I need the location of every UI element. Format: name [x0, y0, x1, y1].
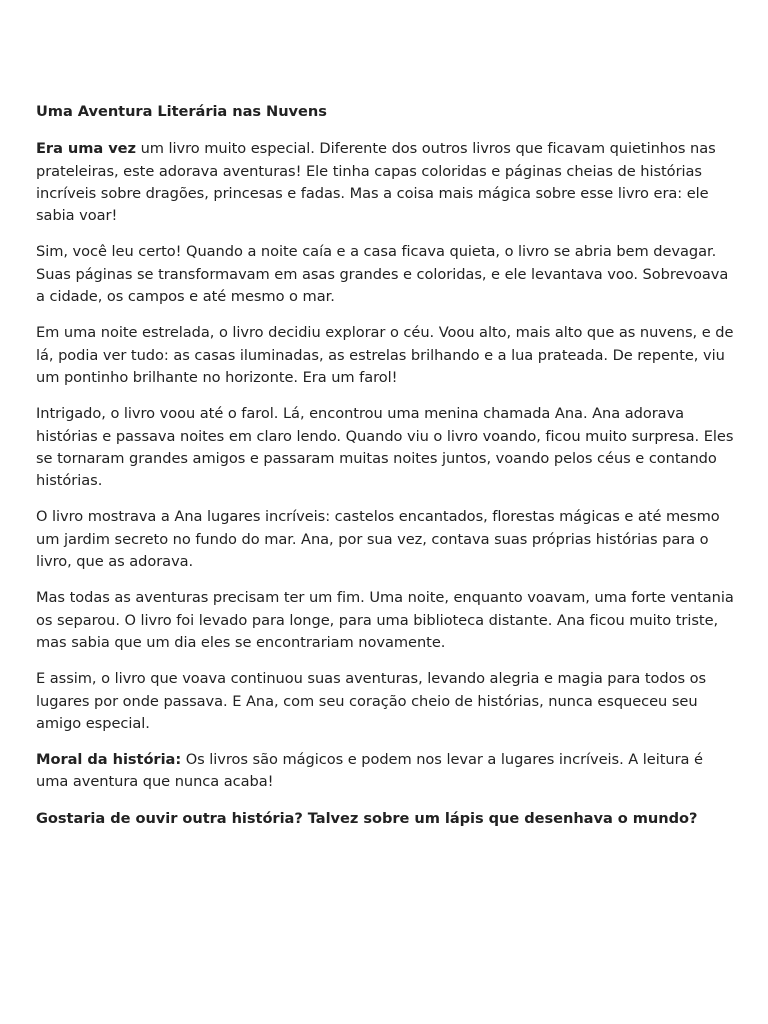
paragraph-ending: E assim, o livro que voava continuou suas aventuras, levando alegria e magia para todos os lugares por onde passava. E Ana, com seu coração cheio de histórias, nunca esqueceu seu amigo especial.	[36, 670, 707, 732]
paragraph-places: O livro mostrava a Ana lugares incríveis: castelos encantados, florestas mágicas e até mesmo um jardim secreto no fundo do mar. Ana, por sua vez, contava suas próprias histórias para o livro, que as adorava.	[36, 508, 720, 571]
paragraph-closing-question	[36, 808, 736, 830]
story-title-text: Uma Aventura Literária nas Nuvens	[36, 103, 327, 120]
paragraph-intro-lead: Era uma vez	[36, 140, 136, 158]
paragraph-intro-text: um livro muito especial. Diferente dos outros livros que ficavam quietinhos nas prateleiras, este adorava aventuras! Ele tinha capas coloridas e páginas cheias de histórias incríveis sobre dragões, princesas e fadas. Mas a coisa mais mágica sobre esse livro era: ele sabia voar!	[36, 140, 716, 225]
story-document	[36, 101, 736, 844]
closing-question-text: Gostaria de ouvir outra história? Talvez sobre um lápis que desenhava o mundo?	[36, 809, 698, 827]
paragraph-flight: Sim, você leu certo! Quando a noite caía e a casa ficava quieta, o livro se abria bem devagar. Suas páginas se transformavam em asas grandes e coloridas, e ele levantava voo. Sobrevoava a cidade, os campos e até mesmo o mar.	[36, 243, 729, 306]
paragraph-intro	[36, 138, 736, 227]
paragraph-moral	[36, 749, 736, 794]
story-title	[36, 101, 736, 123]
moral-text: Os livros são mágicos e podem nos levar a lugares incríveis. A leitura é uma aventura que nunca acaba!	[36, 751, 703, 791]
paragraph-starry-night: Em uma noite estrelada, o livro decidiu explorar o céu. Voou alto, mais alto que as nuvens, e de lá, podia ver tudo: as casas iluminadas, as estrelas brilhando e a lua prateada. De repente, viu um pontinho brilhante no horizonte. Era um farol!	[36, 324, 734, 386]
paragraph-meeting-ana: Intrigado, o livro voou até o farol. Lá, encontrou uma menina chamada Ana. Ana adorava histórias e passava noites em claro lendo. Quando viu o livro voando, ficou muito surpresa. Eles se tornaram grandes amigos e passaram muitas noites juntos, voando pelos céus e contando histórias.	[36, 405, 734, 490]
moral-label: Moral da história:	[36, 751, 182, 769]
paragraph-separation: Mas todas as aventuras precisam ter um fim. Uma noite, enquanto voavam, uma forte ventania os separou. O livro foi levado para longe, para uma biblioteca distante. Ana ficou muito triste, mas sabia que um dia eles se encontrariam novamente.	[36, 589, 734, 651]
